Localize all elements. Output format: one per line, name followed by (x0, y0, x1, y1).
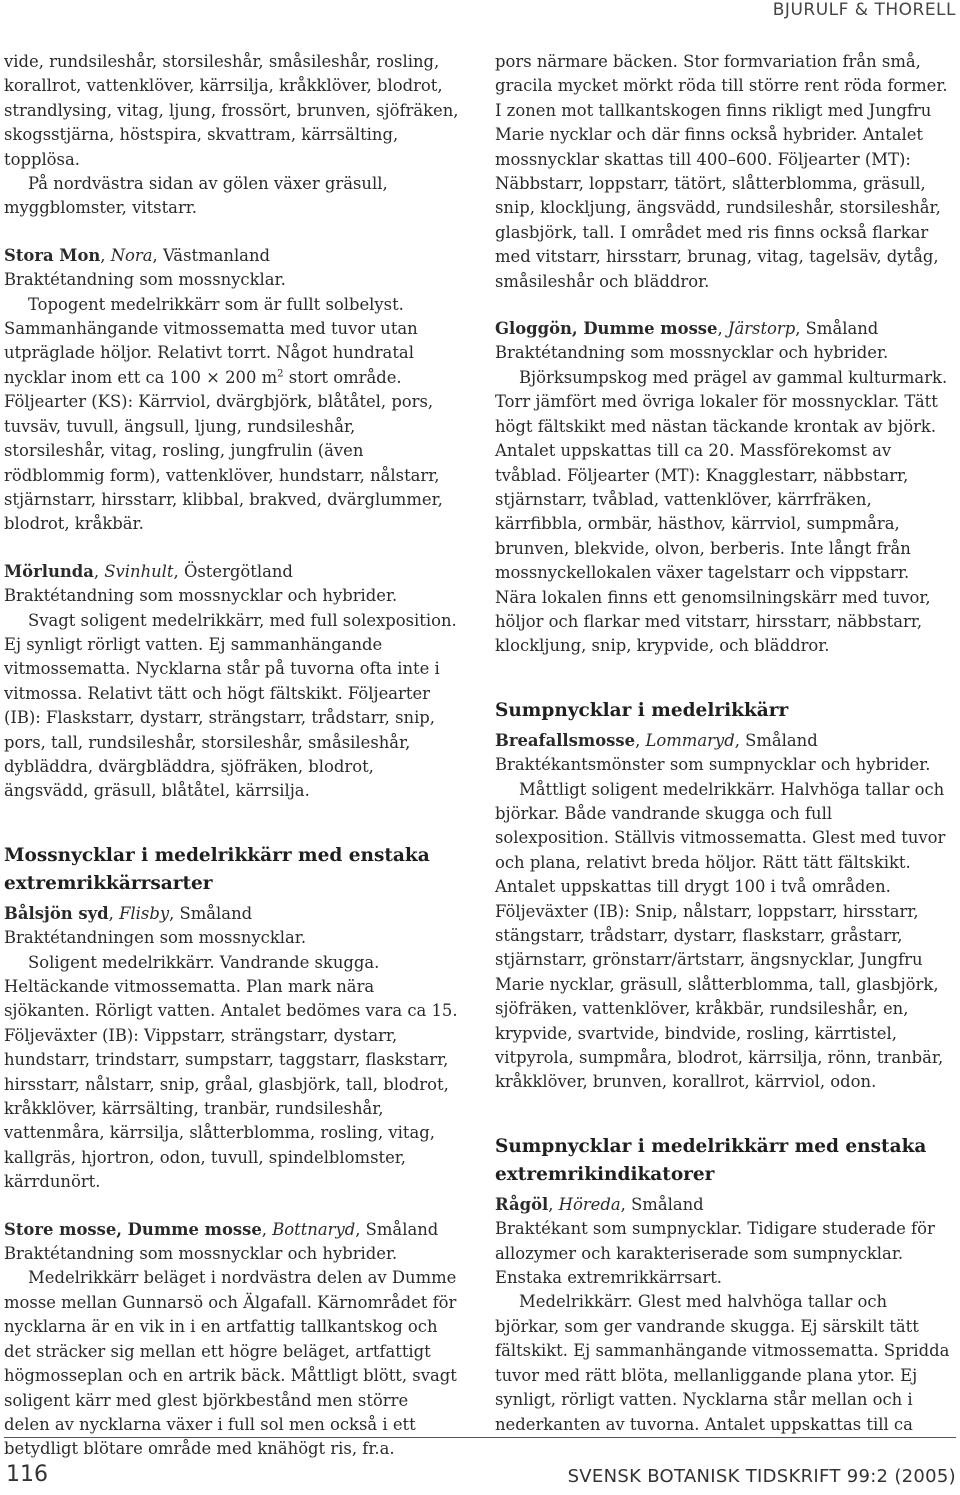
site-name: Bålsjön syd (4, 903, 109, 923)
paragraph: pors närmare bäcken. Stor formvariation från små, gracila mycket mörkt röda till större rent röda former. I zonen mot tallkantskogen finns rikligt med Jungfru Marie nycklar och där finns också hybrider. Antalet mossnycklar skattas till 400–600. Följearter (MT): Näbbstarr, loppstarr, tätört, slåtterblomma, gräsull, snip, klockljung, ängsvädd, rundsileshår, storsileshår, glasbjörk, tall. I området med ris finns också flarkar med vitstarr, hirsstarr, brunag, vitag, tagelsäv, dytåg, småsileshår och bläddror. (495, 52, 948, 291)
site-description: Björksumpskog med prägel av gammal kulturmark. Torr jämfört med övriga lokaler för mossnycklar. Tätt högt fältskikt med nästan täckande krontak av björk. Antalet uppskattas till ca 20. Massförekomst av tvåblad. Följearter (MT): Knagglestarr, näbbstarr, stjärnstarr, tvåblad, vattenklöver, kärrfräken, kärrfibbla, ormbär, hästhov, kärrviol, sumpmåra, brunven, blekvide, olvon, berberis. Inte långt från mossnyckellokalen växer tagelstarr och vippstarr. Nära lokalen finns ett genomsilningskärr med tuvor, höljor och flarkar med vitstarr, hirsstarr, näbbstarr, klockljung, snip, krypvide, och bläddror. (495, 367, 948, 656)
site-type: Braktékantsmönster som sumpnycklar och hybrider. (495, 755, 931, 775)
site-parish: Nora (110, 245, 153, 265)
site-heading: Mörlunda, Svinhult, Östergötland (4, 561, 293, 581)
site-name: Store mosse, Dumme mosse (4, 1219, 262, 1239)
site-heading: Store mosse, Dumme mosse, Bottnaryd, Småland (4, 1219, 439, 1239)
site-description: Topogent medelrikkärr som är fullt solbelyst. Sammanhängande vitmossematta med tuvor utan utpräglade höljor. Relativt torrt. Något hundratal nycklar inom ett ca 100 × 200 $m^2$ stort område. Följearter (KS): Kärrviol, dvärgbjörk, blåtåtel, pors, tuvsäv, tuvull, ängsull, ljung, rundsileshår, storsileshår, vitag, rosling, jungfrulin (även rödblommig form), vattenklöver, hundstarr, nålstarr, stjärnstarr, hirsstarr, klibbal, brakved, dvärglummer, blodrot, kråkbär. (4, 294, 443, 534)
site-heading: Stora Mon, Nora, Västmanland (4, 245, 271, 265)
site-parish: Bottnaryd (272, 1219, 356, 1239)
site-type: Braktétandning som mossnycklar och hybrider. (4, 586, 398, 606)
footer-divider (4, 1437, 956, 1438)
site-description: Medelrikkärr beläget i nordvästra delen av Dumme mosse mellan Gunnarsö och Älgafall. Kärnområdet för nycklarna är en vik in i en artfattig tallkantskog och det sträcker sig mellan ett högre beläget, artfattigt högmosseplan och en artrik bäck. Måttligt blött, svagt soligent kärr med glest björkbestånd men större delen av nycklarna växer i full sol men också i ett betydligt blötare område med knähögt ris, fr.a. (4, 1268, 457, 1459)
site-region: Småland (745, 730, 818, 750)
section (4, 842, 459, 1195)
site-entry (495, 317, 950, 659)
site-description: Svagt soligent medelrikkärr, med full solexposition. Ej synligt rörligt vatten. Ej sammanhängande vitmossematta. Nycklarna står på tuvorna ofta inte i vitmossa. Relativt tätt och högt fältskikt. Följearter (IB): Flaskstarr, dystarr, strängstarr, trådstarr, snip, pors, tall, rundsileshår, storsileshår, småsileshår, dybläddra, dvärgbläddra, sjöfräken, blodrot, ängsvädd, gräsull, blåtåtel, kärrsilja. (4, 610, 457, 801)
right-column (495, 50, 950, 1437)
site-region: Småland (631, 1194, 704, 1214)
site-heading: Gloggön, Dumme mosse, Järstorp, Småland (495, 319, 879, 339)
section-heading: Sumpnycklar i medelrikkärr (495, 699, 789, 721)
site-name: Rågöl (495, 1194, 549, 1214)
left-column (4, 50, 459, 1462)
site-region: Småland (365, 1219, 439, 1239)
section-heading: Sumpnycklar i medelrikkärr med enstaka extremrikindikatorer (495, 1135, 927, 1185)
site-parish: Järstorp (727, 319, 796, 339)
site-name: Gloggön, Dumme mosse (495, 319, 718, 339)
site-parish: Lommaryd (645, 730, 735, 750)
section-heading: Mossnycklar i medelrikkärr med enstaka extremrikkärrsarter (4, 844, 430, 894)
journal-name: SVENSK BOTANISK TIDSKRIFT 99:2 (2005) (567, 1466, 956, 1487)
site-entry (4, 1218, 459, 1462)
site-name: Mörlunda (4, 561, 94, 581)
site-name: Breafallsmosse (495, 730, 636, 750)
site-type: Braktétandningen som mossnycklar. (4, 928, 307, 948)
site-parish: Svinhult (104, 561, 174, 581)
paragraph: vide, rundsileshår, storsileshår, småsileshår, rosling, korallrot, vattenklöver, kärrsilja, kråkklöver, blodrot, strandlysing, vitag, ljung, frossört, brunven, sjöfräken, skogsstjärna, höstspira, skvattram, kärrsälting, topplösa. (4, 52, 459, 169)
section (495, 697, 950, 1095)
site-name: Stora Mon (4, 245, 101, 265)
site-type: Braktétandning som mossnycklar och hybrider. (4, 1244, 398, 1264)
site-region: Östergötland (183, 561, 293, 581)
site-entry (4, 560, 459, 804)
site-heading: Rågöl, Höreda, Småland (495, 1194, 704, 1214)
site-parish: Flisby (119, 903, 170, 923)
section (495, 1133, 950, 1437)
paragraph: På nordvästra sidan av gölen växer gräsull, myggblomster, vitstarr. (4, 174, 388, 218)
running-head: BJURULF & THORELL (772, 0, 956, 20)
site-type: Braktétandning som mossnycklar och hybrider. (495, 343, 889, 363)
site-description: Medelrikkärr. Glest med halvhöga tallar och björkar, som ger vandrande skugga. Ej särskilt tätt fältskikt. Ej sammanhängande vitmossematta. Spridda tuvor med rätt blöta, mellanliggande plana ytor. Ej synligt, rörligt vatten. Nycklarna står mellan och i nederkanten av tuvorna. Antalet uppskattas till ca (495, 1292, 950, 1434)
site-heading: Breafallsmosse, Lommaryd, Småland (495, 730, 818, 750)
site-description: Soligent medelrikkärr. Vandrande skugga. Heltäckande vitmossematta. Plan mark nära sjökanten. Rörligt vatten. Antalet bedömes vara ca 15. Följeväxter (IB): Vippstarr, strängstarr, dystarr, hundstarr, trindstarr, sumpstarr, taggstarr, flaskstarr, hirsstarr, nålstarr, snip, gråal, glasbjörk, tall, blodrot, kråkklöver, kärrsälting, tranbär, rundsileshår, vattenmåra, kärrsilja, slåtterblomma, rosling, vitag, kallgräs, hjortron, odon, tuvull, spindelblomster, kärrdunört. (4, 952, 458, 1192)
site-region: Småland (805, 319, 879, 339)
site-region: Småland (179, 903, 253, 923)
site-heading: Bålsjön syd, Flisby, Småland (4, 903, 253, 923)
site-parish: Höreda (558, 1194, 621, 1214)
site-region: Västmanland (162, 245, 271, 265)
page-number: 116 (6, 1462, 48, 1487)
site-description: Måttligt soligent medelrikkärr. Halvhöga tallar och björkar. Både vandrande skugga och full solexposition. Ställvis vitmossematta. Glest med tuvor och plana, relativt breda höljor. Rätt tätt fältskikt. Antalet uppskattas till drygt 100 i två områden. Följeväxter (IB): Snip, nålstarr, loppstarr, hirsstarr, stängstarr, trådstarr, dystarr, flaskstarr, gråstarr, stjärnstarr, grönstarr/ärtstarr, ängsnycklar, Jungfru Marie nycklar, gräsull, slåtterblomma, tall, glasbjörk, sjöfräken, vattenklöver, kråkbär, rundsileshår, en, krypvide, svartvide, bindvide, rosling, kärrtistel, vitpyrola, sumpmåra, blodrot, kärrsilja, rönn, tranbär, kråkklöver, brunven, korallrot, kärrviol, odon. (495, 779, 946, 1092)
site-type: Braktékant som sumpnycklar. Tidigare studerade för allozymer och karakteriserade som sumpnycklar. Enstaka extremrikkärrsart. (495, 1219, 935, 1288)
site-type: Braktétandning som mossnycklar. (4, 270, 286, 290)
site-entry (4, 244, 459, 537)
